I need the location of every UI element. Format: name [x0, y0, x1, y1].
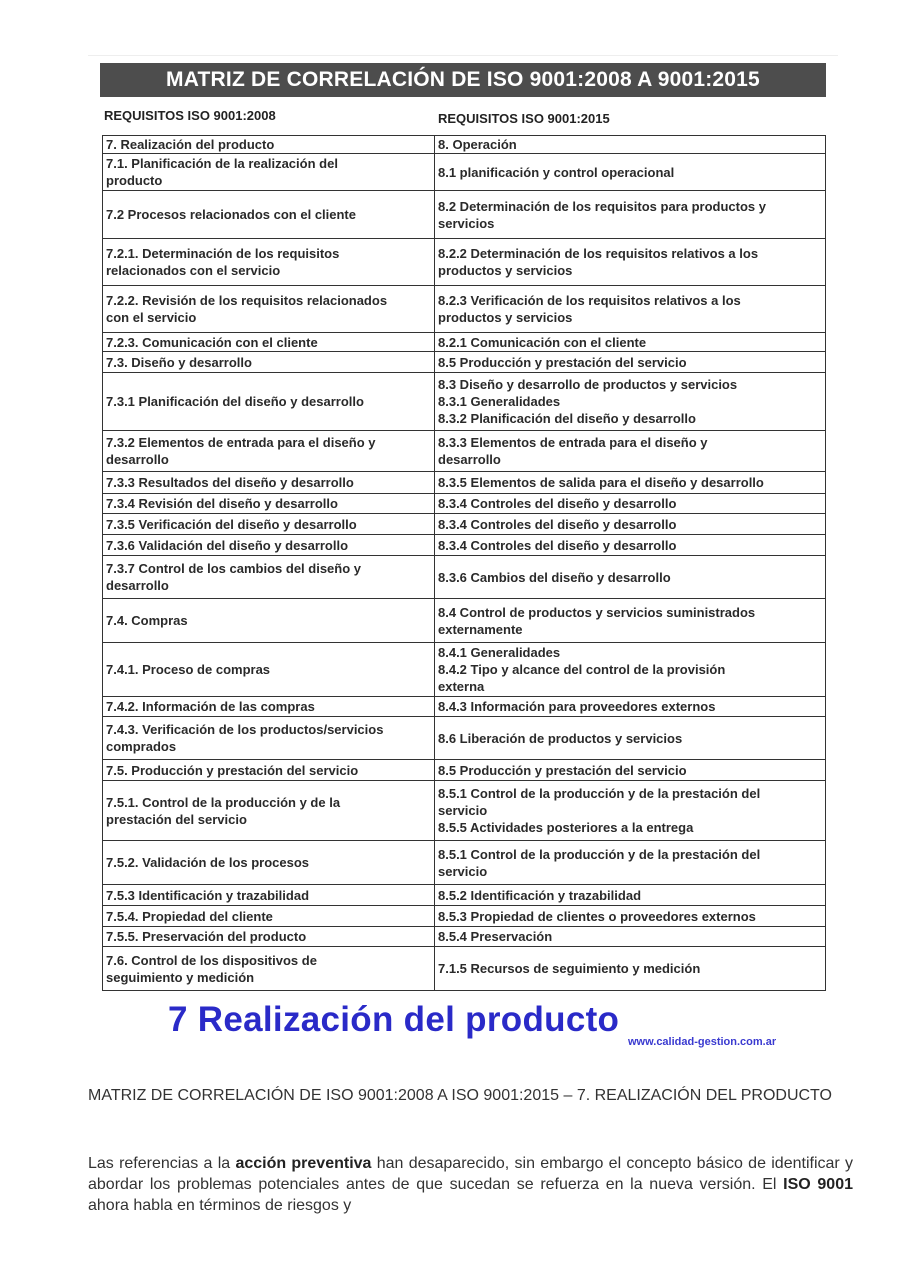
cell-iso-2015	[435, 781, 826, 841]
cell-text: desarrollo	[438, 452, 501, 467]
cell-iso-2015	[435, 472, 826, 494]
cell-text: 8.4.1 Generalidades	[438, 645, 561, 660]
text: ahora habla en términos de riesgos y	[88, 1197, 352, 1214]
body-paragraph	[88, 1153, 853, 1216]
table-row	[103, 431, 826, 472]
cell-text: 7.4.1. Proceso de compras	[106, 662, 271, 677]
table-row	[103, 136, 826, 154]
cell-text: servicios	[438, 215, 495, 231]
cell-iso-2015	[435, 535, 826, 556]
cell-iso-2015	[435, 556, 826, 599]
cell-text: 8.3.5 Elementos de salida para el diseño y desarrollo	[438, 475, 764, 490]
cell-iso-2008	[103, 154, 435, 191]
cell-text: 8.5 Producción y prestación del servicio	[438, 762, 687, 778]
cell-text: 8.3.4 Controles del diseño y desarrollo	[438, 516, 677, 532]
cell-text: desarrollo	[106, 578, 169, 593]
table-row	[103, 373, 826, 431]
table-row	[103, 239, 826, 286]
cell-text: externamente	[438, 621, 523, 637]
cell-text: 8.1 planificación y control operacional	[438, 164, 675, 180]
cell-text: 8.5.5 Actividades posteriores a la entrega	[438, 820, 694, 835]
table-row	[103, 514, 826, 535]
cell-text: seguimiento y medición	[106, 969, 255, 985]
cell-iso-2008	[103, 286, 435, 333]
table-row	[103, 556, 826, 599]
cell-text: 7.5.5. Preservación del producto	[106, 929, 307, 944]
cell-text: 8.3 Diseño y desarrollo de productos y servicios	[438, 377, 738, 392]
text: Las referencias a la	[88, 1155, 236, 1172]
cell-text: productos y servicios	[438, 310, 573, 325]
cell-text: 8.5.3 Propiedad de clientes o proveedores externos	[438, 908, 756, 924]
cell-text: 7.5.4. Propiedad del cliente	[106, 908, 273, 924]
cell-text: 8.2 Determinación de los requisitos para productos y	[438, 198, 766, 214]
cell-iso-2008	[103, 841, 435, 885]
cell-text: 7.3.2 Elementos de entrada para el diseño y	[106, 435, 376, 450]
cell-iso-2015	[435, 760, 826, 781]
cell-text: relacionados con el servicio	[106, 263, 281, 278]
cell-text: 7. Realización del producto	[106, 137, 275, 152]
table-row	[103, 760, 826, 781]
cell-iso-2008	[103, 373, 435, 431]
cell-text: 7.4.2. Información de las compras	[106, 699, 315, 714]
table-row	[103, 841, 826, 885]
text: han desaparecido, sin embargo el concepto básico de identificar y abordar los problemas potenciales antes de que sucedan se refuerza en la nueva versión. El	[88, 1155, 854, 1193]
cell-iso-2015	[435, 906, 826, 927]
cell-iso-2008	[103, 927, 435, 947]
figure-caption: 7 Realización del producto	[168, 1000, 620, 1039]
cell-iso-2008	[103, 781, 435, 841]
cell-iso-2015	[435, 643, 826, 697]
cell-text: comprados	[106, 739, 177, 754]
cell-text: 7.3.7 Control de los cambios del diseño y	[106, 561, 362, 576]
cell-text: 8.2.3 Verificación de los requisitos relativos a los	[438, 293, 741, 308]
cell-text: 8.3.4 Controles del diseño y desarrollo	[438, 537, 677, 553]
table-row	[103, 697, 826, 717]
table-row	[103, 947, 826, 991]
cell-iso-2015	[435, 885, 826, 906]
cell-iso-2015	[435, 494, 826, 514]
bold-term: acción preventiva	[235, 1155, 372, 1172]
cell-iso-2015	[435, 333, 826, 352]
cell-iso-2008	[103, 136, 435, 154]
section-heading: MATRIZ DE CORRELACIÓN DE ISO 9001:2008 A ISO 9001:2015 – 7. REALIZACIÓN DEL PRODUCTO	[88, 1087, 832, 1104]
cell-text: 7.3.6 Validación del diseño y desarrollo	[106, 537, 349, 553]
cell-text: 8.2.2 Determinación de los requisitos relativos a los	[438, 246, 759, 261]
column-header-2015: REQUISITOS ISO 9001:2015	[438, 111, 610, 126]
cell-text: 7.5.2. Validación de los procesos	[106, 855, 310, 870]
cell-iso-2008	[103, 333, 435, 352]
cell-text: 8.3.4 Controles del diseño y desarrollo	[438, 496, 677, 511]
cell-text: 7.3.4 Revisión del diseño y desarrollo	[106, 496, 338, 511]
cell-text: 8.4.2 Tipo y alcance del control de la provisión	[438, 662, 726, 677]
page-divider	[88, 55, 838, 56]
cell-iso-2015	[435, 136, 826, 154]
cell-text: 8.3.6 Cambios del diseño y desarrollo	[438, 569, 671, 585]
cell-text: 7.6. Control de los dispositivos de	[106, 952, 317, 968]
cell-iso-2015	[435, 286, 826, 333]
column-header-2008: REQUISITOS ISO 9001:2008	[104, 108, 276, 123]
cell-text: 8.4.3 Información para proveedores externos	[438, 699, 716, 714]
cell-text: 8.6 Liberación de productos y servicios	[438, 730, 683, 746]
cell-text: 8.2.1 Comunicación con el cliente	[438, 334, 647, 350]
cell-text: 7.2 Procesos relacionados con el cliente	[106, 207, 356, 222]
cell-text: 7.2.3. Comunicación con el cliente	[106, 334, 318, 350]
cell-iso-2008	[103, 885, 435, 906]
table-row	[103, 535, 826, 556]
cell-iso-2008	[103, 514, 435, 535]
cell-text: 7.2.2. Revisión de los requisitos relacionados	[106, 293, 388, 308]
cell-iso-2015	[435, 717, 826, 760]
cell-text: externa	[438, 679, 485, 694]
cell-text: 7.5.3 Identificación y trazabilidad	[106, 887, 310, 903]
cell-text: 8.3.3 Elementos de entrada para el diseño y	[438, 435, 708, 450]
figure-banner-title: MATRIZ DE CORRELACIÓN DE ISO 9001:2008 A 9001:2015	[100, 63, 826, 97]
cell-iso-2015	[435, 373, 826, 431]
cell-iso-2015	[435, 239, 826, 286]
cell-iso-2008	[103, 697, 435, 717]
cell-text: 8.5.1 Control de la producción y de la prestación del	[438, 786, 761, 801]
cell-text: productos y servicios	[438, 263, 573, 278]
table-row	[103, 927, 826, 947]
table-row	[103, 599, 826, 643]
cell-text: 8.3.2 Planificación del diseño y desarrollo	[438, 411, 696, 426]
cell-iso-2015	[435, 154, 826, 191]
cell-text: 7.3.1 Planificación del diseño y desarrollo	[106, 394, 364, 409]
table-row	[103, 906, 826, 927]
cell-text: producto	[106, 173, 163, 188]
cell-iso-2015	[435, 947, 826, 991]
cell-text: 7.1.5 Recursos de seguimiento y medición	[438, 961, 701, 976]
cell-iso-2008	[103, 535, 435, 556]
cell-text: 7.3. Diseño y desarrollo	[106, 354, 252, 370]
table-row	[103, 191, 826, 239]
cell-text: 8.5.4 Preservación	[438, 929, 553, 944]
cell-iso-2015	[435, 697, 826, 717]
cell-text: 8. Operación	[438, 137, 517, 152]
table-row	[103, 643, 826, 697]
correlation-table	[102, 135, 826, 991]
table-row	[103, 286, 826, 333]
table-row	[103, 333, 826, 352]
cell-iso-2008	[103, 352, 435, 373]
cell-text: 8.4 Control de productos y servicios suministrados	[438, 604, 756, 620]
cell-iso-2008	[103, 599, 435, 643]
cell-text: 7.5.1. Control de la producción y de la	[106, 794, 341, 810]
cell-iso-2008	[103, 494, 435, 514]
cell-iso-2008	[103, 431, 435, 472]
cell-text: servicio	[438, 803, 488, 818]
table-row	[103, 885, 826, 906]
cell-text: 8.5.1 Control de la producción y de la prestación del	[438, 846, 761, 862]
cell-text: 7.2.1. Determinación de los requisitos	[106, 246, 340, 261]
table-row	[103, 717, 826, 760]
cell-iso-2008	[103, 760, 435, 781]
cell-iso-2015	[435, 927, 826, 947]
cell-iso-2015	[435, 191, 826, 239]
cell-iso-2008	[103, 472, 435, 494]
cell-iso-2015	[435, 352, 826, 373]
cell-iso-2015	[435, 431, 826, 472]
cell-text: 8.3.1 Generalidades	[438, 394, 561, 409]
cell-iso-2008	[103, 717, 435, 760]
cell-text: con el servicio	[106, 310, 197, 325]
cell-text: 7.1. Planificación de la realización del	[106, 156, 338, 171]
cell-text: 7.5. Producción y prestación del servicio	[106, 762, 359, 778]
cell-text: prestación del servicio	[106, 811, 247, 827]
cell-iso-2008	[103, 239, 435, 286]
table-row	[103, 154, 826, 191]
cell-iso-2015	[435, 599, 826, 643]
figure-source-url: www.calidad-gestion.com.ar	[628, 1036, 777, 1048]
cell-text: 8.5 Producción y prestación del servicio	[438, 354, 687, 370]
table-row	[103, 352, 826, 373]
table-row	[103, 781, 826, 841]
cell-text: 7.4. Compras	[106, 613, 188, 628]
cell-iso-2008	[103, 556, 435, 599]
cell-text: 7.3.3 Resultados del diseño y desarrollo	[106, 475, 354, 490]
cell-text: 7.3.5 Verificación del diseño y desarrollo	[106, 516, 357, 532]
cell-iso-2015	[435, 841, 826, 885]
table-row	[103, 494, 826, 514]
cell-iso-2008	[103, 191, 435, 239]
cell-iso-2008	[103, 947, 435, 991]
cell-iso-2008	[103, 643, 435, 697]
cell-iso-2015	[435, 514, 826, 535]
cell-text: 7.4.3. Verificación de los productos/servicios	[106, 722, 384, 737]
cell-text: 8.5.2 Identificación y trazabilidad	[438, 887, 642, 903]
bold-term: ISO 9001	[783, 1176, 853, 1193]
table-row	[103, 472, 826, 494]
cell-text: servicio	[438, 863, 488, 879]
cell-text: desarrollo	[106, 452, 169, 467]
cell-iso-2008	[103, 906, 435, 927]
